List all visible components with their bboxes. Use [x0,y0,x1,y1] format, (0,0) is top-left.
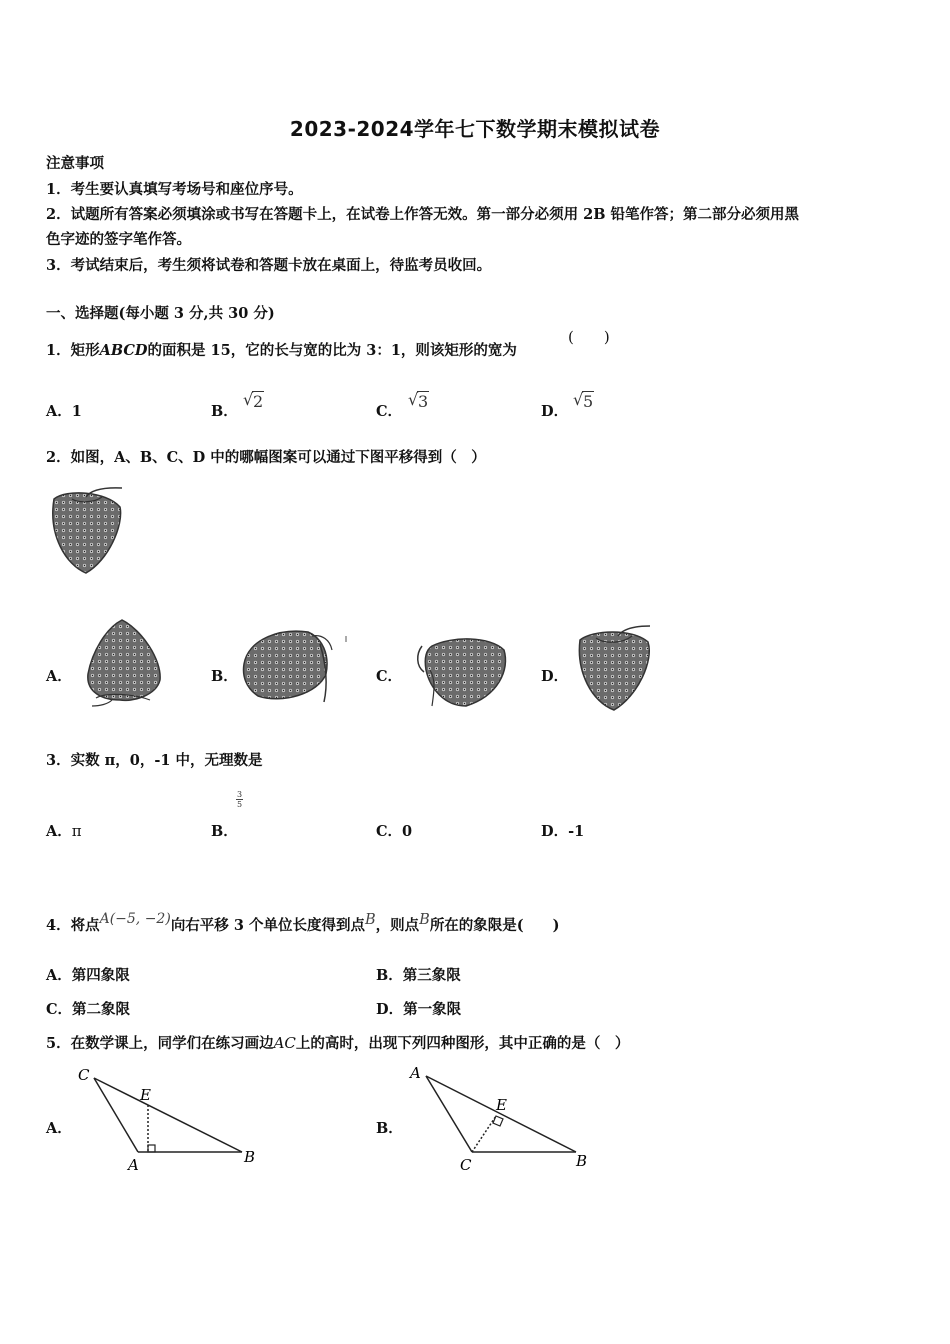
label-b: B [244,1148,256,1166]
q1-paren: ( ) [568,328,610,346]
q1-option-b-value: √ 2 [243,390,264,411]
label-a: A [410,1064,421,1082]
notice-item: 1．考生要认真填写考场号和座位序号。 [46,181,303,198]
q4-point-b-again: B [419,912,430,928]
question-3: 3．实数 π，0，-1 中，无理数是 [46,752,263,769]
label-e: E [496,1096,507,1114]
q3-option-b-fraction: $\frac{3}{5}$ [237,790,243,809]
q1-post: 的面积是 15，它的长与宽的比为 3：1，则该矩形的宽为 [147,342,517,359]
q2-option-c: C． [376,668,403,685]
notice-heading: 注意事项 [46,155,104,172]
right-angle-mark [148,1145,155,1152]
strawberry-option-a-image [82,616,166,708]
question-4: 4．将点A(−5, −2)向右平移 3 个单位长度得到点B，则点B所在的象限是( ) [46,911,560,934]
section-heading: 一、选择题(每小题 3 分,共 30 分) [46,305,275,322]
triangle-diagram-b [400,1060,600,1175]
q1-option-c: C． [376,403,403,420]
strawberry-option-b-image [238,624,350,704]
q2-option-a: A． [46,668,72,685]
q2-option-b: B． [211,668,238,685]
notice-item: 3．考试结束后，考生须将试卷和答题卡放在桌面上，待监考员收回。 [46,257,492,274]
q1-option-c-value: √ 3 [408,390,429,411]
q1-pre: 1．矩形 [46,342,100,359]
q1-option-a: A．1 [46,403,82,420]
question-5: 5．在数学课上，同学们在练习画边AC上的高时，出现下列四种图形，其中正确的是（ ） [46,1034,630,1052]
q1-option-b: B． [211,403,238,420]
strawberry-option-d-image [574,624,656,714]
q3-option-c: C．0 [376,823,413,840]
label-c: C [460,1156,472,1174]
q3-option-b: B． [211,823,238,840]
strawberry-reference-image [46,485,126,577]
q1-option-d-value: √ 5 [573,390,594,411]
q3-option-d: D．-1 [541,823,585,840]
q4-option-d: D．第一象限 [376,1001,462,1018]
q2-option-d: D． [541,668,569,685]
q5-edge: AC [273,1034,296,1052]
label-c: C [78,1066,90,1084]
q4-point-a: A(−5, −2) [99,911,171,927]
page-title: 2023-2024学年七下数学期末模拟试卷 [289,117,661,141]
q4-option-a: A．第四象限 [46,967,130,984]
altitude-line [472,1116,496,1152]
q3-option-a: A．π [46,822,82,840]
strawberry-option-c-image [412,630,512,710]
triangle-diagram-a [70,1060,270,1175]
label-b: B [576,1152,588,1170]
q1-var: ABCD [99,342,148,359]
q5-option-a: A． [46,1120,72,1137]
label-a: A [128,1156,139,1174]
q4-option-b: B．第三象限 [376,967,461,984]
notice-item: 2．试题所有答案必须填涂或书写在答题卡上，在试卷上作答无效。第一部分必须用 2B 铅笔作答；第二部分必须用黑 [46,206,800,223]
q5-option-b: B． [376,1120,403,1137]
q1-option-d: D． [541,403,569,420]
label-e: E [140,1086,151,1104]
question-2: 2．如图，A、B、C、D 中的哪幅图案可以通过下图平移得到（ ） [46,449,486,466]
notice-item: 色字迹的签字笔作答。 [46,231,191,248]
q4-point-b: B [365,912,376,928]
question-1 [46,339,517,360]
q4-option-c: C．第二象限 [46,1001,131,1018]
